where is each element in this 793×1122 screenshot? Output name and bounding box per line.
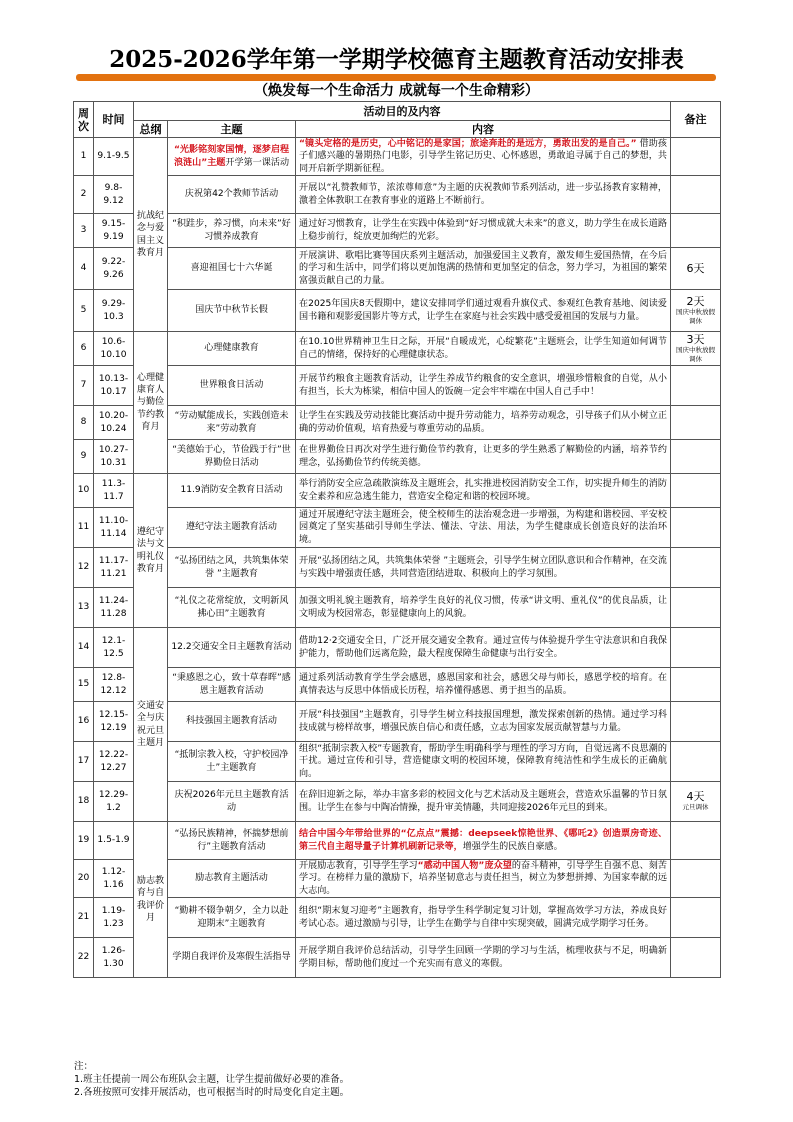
time-cell: 12.29-1.2 xyxy=(94,782,134,822)
note-detail: 元旦调休 xyxy=(682,803,709,811)
table-row xyxy=(74,548,721,588)
theme-cell: “抵制宗教入校，守护校园净土”主题教育 xyxy=(168,742,296,782)
table-row xyxy=(74,176,721,214)
table-row xyxy=(74,248,721,290)
theme-highlight: “光影铭刻家国情，逐梦启程浪涟山”主题 xyxy=(173,145,290,168)
note-cell xyxy=(671,406,721,440)
header-time: 时间 xyxy=(94,102,134,138)
time-cell: 9.29-10.3 xyxy=(94,290,134,332)
week-cell: 6 xyxy=(74,332,94,366)
week-cell: 21 xyxy=(74,898,94,938)
week-cell: 2 xyxy=(74,176,94,214)
note-cell xyxy=(671,860,721,898)
note-cell xyxy=(671,782,721,822)
content-text: 在10.10世界精神卫生日之际，开展“自暖成光，心绽繁花”主题班会，让学生知道如何调节自己的情绪，保持好的心理健康状态。 xyxy=(299,337,667,360)
table-row xyxy=(74,366,721,406)
table-row xyxy=(74,782,721,822)
week-cell: 17 xyxy=(74,742,94,782)
content-cell xyxy=(296,332,671,366)
content-cell xyxy=(296,628,671,668)
note-cell xyxy=(671,366,721,406)
content-cell xyxy=(296,508,671,548)
theme-cell: “弘扬民族精神，怀揣梦想前行”主题教育活动 xyxy=(168,822,296,860)
week-cell: 15 xyxy=(74,668,94,702)
content-text: 开展“弘扬团结之风，共筑集体荣誉 ”主题班会，引导学生树立团队意识和合作精神，在交流与实践中增强责任感，共同营造团结进取、积极向上的学习氛围。 xyxy=(299,556,667,579)
time-cell: 11.17-11.21 xyxy=(94,548,134,588)
content-text-pre: 开展励志教育，引导学生学习 xyxy=(299,861,418,872)
theme-cell: 庆祝2026年元旦主题教育活动 xyxy=(168,782,296,822)
theme-cell: 遵纪守法主题教育活动 xyxy=(168,508,296,548)
content-highlight: 结合中国今年带给世界的“亿点点”震撼：deepseek惊艳世界、《哪吒2》创造票房奇迹、第三代自主超导量子计算机刷新记录等， xyxy=(299,829,667,852)
header-content: 内容 xyxy=(296,121,671,138)
theme-cell: 国庆节中秋节长假 xyxy=(168,290,296,332)
table-row xyxy=(74,588,721,628)
content-cell xyxy=(296,474,671,508)
footnote-label: 注： xyxy=(74,1061,94,1072)
table-row xyxy=(74,440,721,474)
header-week: 周次 xyxy=(74,102,94,138)
theme-cell: 庆祝第42个教师节活动 xyxy=(168,176,296,214)
page-title: 2025-2026学年第一学期学校德育主题教育活动安排表 xyxy=(109,46,684,73)
outline-cell: 遵纪守法与文明礼仪教育月 xyxy=(134,474,168,628)
time-cell: 1.5-1.9 xyxy=(94,822,134,860)
theme-cell: 世界粮食日活动 xyxy=(168,366,296,406)
time-cell: 10.6-10.10 xyxy=(94,332,134,366)
table-row xyxy=(74,138,721,176)
note-cell xyxy=(671,474,721,508)
table-row xyxy=(74,214,721,248)
week-cell: 19 xyxy=(74,822,94,860)
content-text: 通过系列活动教育学生学会感恩，感恩国家和社会，感恩父母与师长，感恩学校的培育。在真情表达与反思中体悟成长历程，培养懂得感恩、勇于担当的品质。 xyxy=(299,673,667,696)
theme-cell: 科技强国主题教育活动 xyxy=(168,702,296,742)
header-note: 备注 xyxy=(671,102,721,138)
theme-cell: “美德始于心，节俭践于行”世界勤俭日活动 xyxy=(168,440,296,474)
note-cell xyxy=(671,898,721,938)
table-row xyxy=(74,508,721,548)
week-cell: 13 xyxy=(74,588,94,628)
week-cell: 12 xyxy=(74,548,94,588)
content-cell xyxy=(296,548,671,588)
content-text: 加强文明礼貌主题教育，培养学生良好的礼仪习惯，传承“讲文明、重礼仪”的优良品质，让文明成为校园常态，彰显健康向上的风貌。 xyxy=(299,596,667,619)
time-cell: 11.24-11.28 xyxy=(94,588,134,628)
content-text: 组织“抵制宗教入校”专题教育，帮助学生明确科学与理性的学习方向，自觉远离不良思潮的干扰。通过宣传和引导，营造健康文明的校园环境，保障教育纯洁性和学生成长的正确航向。 xyxy=(299,744,667,779)
content-cell xyxy=(296,742,671,782)
content-text: 增强学生的民族自豪感。 xyxy=(462,841,563,852)
theme-cell: 励志教育主题活动 xyxy=(168,860,296,898)
content-cell xyxy=(296,366,671,406)
week-cell: 10 xyxy=(74,474,94,508)
time-cell: 9.15-9.19 xyxy=(94,214,134,248)
table-row xyxy=(74,332,721,366)
theme-cell: 心理健康教育 xyxy=(168,332,296,366)
table-row xyxy=(74,406,721,440)
theme-cell: “劳动赋能成长，实践创造未来”劳动教育 xyxy=(168,406,296,440)
time-cell: 12.8-12.12 xyxy=(94,668,134,702)
table-row xyxy=(74,822,721,860)
time-cell: 9.22-9.26 xyxy=(94,248,134,290)
theme-cell: 喜迎祖国七十六华诞 xyxy=(168,248,296,290)
title-underline xyxy=(76,74,716,81)
content-highlight: “感动中国人物”庞众望 xyxy=(417,861,512,872)
schedule-body xyxy=(74,138,721,978)
time-cell: 10.20-10.24 xyxy=(94,406,134,440)
week-cell: 11 xyxy=(74,508,94,548)
content-text: 在世界勤俭日再次对学生进行勤俭节约教育，让更多的学生熟悉了解勤俭的内涵，培养节约理念，弘扬勤俭节约传统美德。 xyxy=(299,445,667,468)
note-cell xyxy=(671,248,721,290)
table-row xyxy=(74,860,721,898)
time-cell: 12.22-12.27 xyxy=(94,742,134,782)
outline-cell: 抗战纪念与爱国主义教育月 xyxy=(134,138,168,332)
note-cell xyxy=(671,668,721,702)
content-cell xyxy=(296,406,671,440)
footnote-1: 1.班主任提前一周公布班队会主题，让学生提前做好必要的准备。 xyxy=(74,1074,350,1085)
table-row xyxy=(74,898,721,938)
content-cell xyxy=(296,290,671,332)
content-cell xyxy=(296,782,671,822)
time-cell: 9.1-9.5 xyxy=(94,138,134,176)
content-text: 通过开展遵纪守法主题班会，使全校师生的法治观念进一步增强，为构建和谐校园、平安校园奠定了坚实基础引导师生学法、懂法、守法、用法，为学生健康成长创造良好的法治环境。 xyxy=(299,510,667,545)
theme-text: 开学第一课活动 xyxy=(225,157,290,168)
week-cell: 16 xyxy=(74,702,94,742)
content-cell xyxy=(296,668,671,702)
table-row xyxy=(74,742,721,782)
content-text: 组织“期末复习迎考”主题教育，指导学生科学制定复习计划，掌握高效学习方法，养成良好考试心态。通过激励与引导，让学生在勤学与自律中实现突破，圆满完成学期学习任务。 xyxy=(299,906,667,929)
content-text: 借助孩子们感兴趣的暑期热门电影，引导学生铭记历史、心怀感恩，勇敢追寻属于自己的梦想，共同开启新学期新征程。 xyxy=(299,139,667,174)
footnote-2: 2.各班按照可安排开展活动，也可根据当时的时局变化自定主题。 xyxy=(74,1087,350,1098)
header-outline: 总纲 xyxy=(134,121,168,138)
week-cell: 5 xyxy=(74,290,94,332)
time-cell: 1.26-1.30 xyxy=(94,938,134,978)
content-cell xyxy=(296,588,671,628)
table-row xyxy=(74,702,721,742)
week-cell: 14 xyxy=(74,628,94,668)
content-cell xyxy=(296,860,671,898)
content-cell xyxy=(296,176,671,214)
note-cell xyxy=(671,440,721,474)
header-theme: 主题 xyxy=(168,121,296,138)
activity-schedule-table xyxy=(73,101,721,978)
table-row xyxy=(74,628,721,668)
note-days: 6天 xyxy=(686,261,705,275)
time-cell: 10.13-10.17 xyxy=(94,366,134,406)
note-cell xyxy=(671,628,721,668)
note-cell xyxy=(671,290,721,332)
week-cell: 7 xyxy=(74,366,94,406)
time-cell: 12.15-12.19 xyxy=(94,702,134,742)
content-cell xyxy=(296,938,671,978)
content-cell xyxy=(296,248,671,290)
time-cell: 9.8-9.12 xyxy=(94,176,134,214)
note-cell xyxy=(671,742,721,782)
note-cell xyxy=(671,588,721,628)
content-text: 借助12·2交通安全日，广泛开展交通安全教育。通过宣传与体验提升学生守法意识和自我保护能力，帮助他们远离危险，最大程度保障生命健康与出行安全。 xyxy=(299,636,667,659)
note-cell xyxy=(671,548,721,588)
content-text: 开展以“礼赞教师节，浓浓尊师意”为主题的庆祝教师节系列活动，进一步弘扬教育家精神，激着全体教职工在教育事业的道路上不断前行。 xyxy=(299,183,667,206)
content-cell xyxy=(296,440,671,474)
note-cell xyxy=(671,176,721,214)
week-cell: 1 xyxy=(74,138,94,176)
outline-cell: 交通安全与庆祝元旦主题月 xyxy=(134,628,168,822)
week-cell: 18 xyxy=(74,782,94,822)
week-cell: 9 xyxy=(74,440,94,474)
theme-cell xyxy=(168,138,296,176)
note-cell xyxy=(671,508,721,548)
content-text: 的奋斗精神，引导学生自强不息、刻苦学习。在榜样力量的激励下，培养坚韧意志与责任担当，树立为梦想拼搏、为国家奉献的远大志向。 xyxy=(299,861,667,896)
note-cell xyxy=(671,332,721,366)
time-cell: 11.3-11.7 xyxy=(94,474,134,508)
theme-cell: 12.2交通安全日主题教育活动 xyxy=(168,628,296,668)
week-cell: 3 xyxy=(74,214,94,248)
theme-cell: “秉感恩之心，致十草春晖”感恩主题教育活动 xyxy=(168,668,296,702)
time-cell: 10.27-10.31 xyxy=(94,440,134,474)
content-text: 举行消防安全应急疏散演练及主题班会，扎实推进校园消防安全工作，切实提升师生的消防安全素养和应急逃生能力，营造安全稳定和谐的校园环境。 xyxy=(299,479,667,502)
week-cell: 4 xyxy=(74,248,94,290)
content-text: 在2025年国庆8天假期中，建议安排同学们通过观看升旗仪式、参观红色教育基地、阅读爱国书籍和观影爱国影片等方式，让学生在家庭与社会实践中感受爱祖国的发展与力量。 xyxy=(299,299,667,322)
note-cell xyxy=(671,138,721,176)
content-cell xyxy=(296,822,671,860)
table-row xyxy=(74,474,721,508)
theme-cell: “勤耕不辍争朝夕，全力以赴迎期末”主题教育 xyxy=(168,898,296,938)
note-cell xyxy=(671,822,721,860)
content-text: 在辞旧迎新之际，举办丰富多彩的校园文化与艺术活动及主题班会，营造欢乐温馨的节日氛围。让学生在参与中陶冶情操，提升审美情趣，共同迎接2026年元旦的到来。 xyxy=(299,790,667,813)
content-cell xyxy=(296,138,671,176)
week-cell: 8 xyxy=(74,406,94,440)
content-text: 开展节约粮食主题教育活动，让学生养成节约粮食的安全意识，增强珍惜粮食的自觉，从小有担当，长大为栋梁，相信中国人的饭碗一定会牢牢端在中国人自己手中！ xyxy=(299,374,667,397)
time-cell: 1.19-1.23 xyxy=(94,898,134,938)
time-cell: 11.10-11.14 xyxy=(94,508,134,548)
time-cell: 1.12-1.16 xyxy=(94,860,134,898)
note-detail: 国庆中秋放假调休 xyxy=(676,307,715,325)
outline-cell: 心理健康育人与勤俭节约教育月 xyxy=(134,332,168,474)
table-row xyxy=(74,938,721,978)
footnotes xyxy=(74,1060,349,1099)
theme-cell: “弘扬团结之风，共筑集体荣誉 ”主题教育 xyxy=(168,548,296,588)
note-days: 4天 xyxy=(686,790,705,803)
note-days: 2天 xyxy=(686,294,705,308)
table-row xyxy=(74,668,721,702)
content-text: 让学生在实践及劳动技能比赛活动中提升劳动能力，培养劳动观念，引导孩子们从小树立正确的劳动价值观，培育热爱与尊重劳动的品质。 xyxy=(299,411,667,434)
content-text: 开展“科技强国”主题教育，引导学生树立科技报国理想，激发探索创新的热情。通过学习科技成就与榜样故事，增强民族自信心和责任感，立志为国家发展贡献智慧与力量。 xyxy=(299,710,667,733)
note-cell xyxy=(671,214,721,248)
note-days: 3天 xyxy=(686,332,705,346)
content-cell xyxy=(296,702,671,742)
week-cell: 22 xyxy=(74,938,94,978)
content-cell xyxy=(296,898,671,938)
content-cell xyxy=(296,214,671,248)
outline-cell: 励志教育与自我评价月 xyxy=(134,822,168,978)
note-detail: 国庆中秋放假调休 xyxy=(676,345,715,363)
theme-cell: 11.9消防安全教育日活动 xyxy=(168,474,296,508)
note-cell xyxy=(671,702,721,742)
theme-cell: 学期自我评价及寒假生活指导 xyxy=(168,938,296,978)
content-highlight: “镜头定格的是历史，心中铭记的是家国；旅途奔赴的是远方，勇敢出发的是自己。” xyxy=(299,139,637,150)
content-text: 开展演讲、歌唱比赛等国庆系列主题活动，加强爱国主义教育，激发师生爱国热情，在今后的学习和生活中，同学们将以更加饱满的热情和更加坚定的信念，努力学习，为祖国的繁荣富强贡献自己的力量。 xyxy=(299,251,667,286)
header-purpose: 活动目的及内容 xyxy=(134,102,671,121)
time-cell: 12.1-12.5 xyxy=(94,628,134,668)
theme-cell: “礼仪之花常绽放，文明新风拂心田”主题教育 xyxy=(168,588,296,628)
week-cell: 20 xyxy=(74,860,94,898)
note-cell xyxy=(671,938,721,978)
theme-cell: “积跬步，养习惯，向未来”好习惯养成教育 xyxy=(168,214,296,248)
table-row xyxy=(74,290,721,332)
content-text: 开展学期自我评价总结活动，引导学生回顾一学期的学习与生活，梳理收获与不足，明确新学期目标，帮助他们度过一个充实而有意义的寒假。 xyxy=(299,946,667,969)
page-subtitle: （焕发每一个生命活力 成就每一个生命精彩） xyxy=(254,83,539,99)
content-text: 通过好习惯教育，让学生在实践中体验到“好习惯成就大未来”的意义，助力学生在成长道路上稳步前行，绽放更加绚烂的光彩。 xyxy=(299,219,667,242)
